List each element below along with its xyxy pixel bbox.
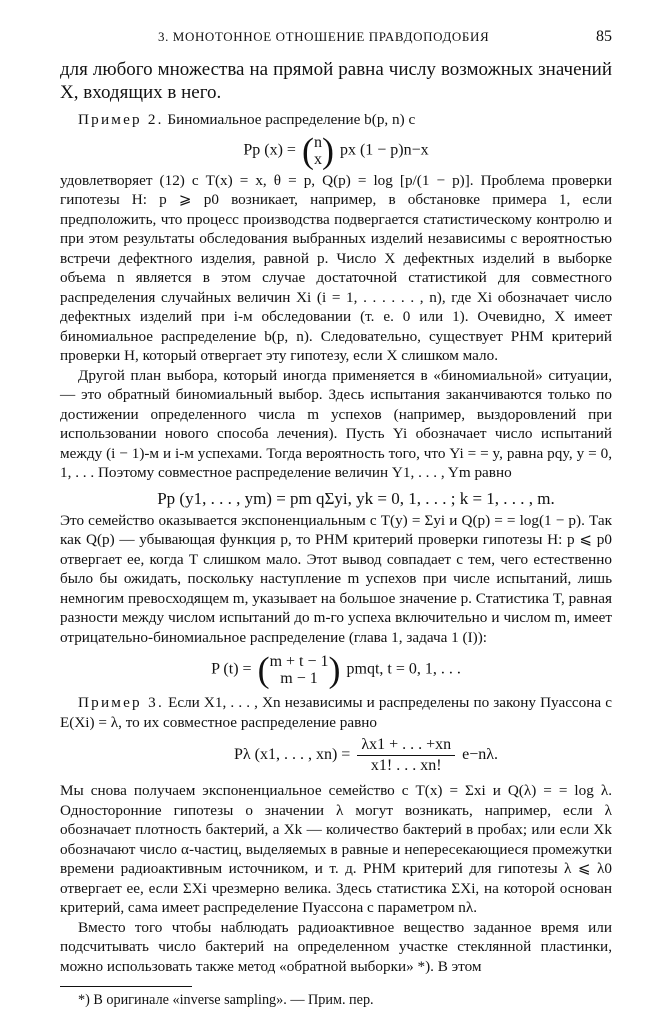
example-2-label: Пример 2. [78,111,164,128]
poisson-formula [60,736,612,775]
nb-binom-top: m + t − 1 [269,653,329,670]
chapter-title: 3. МОНОТОННОЕ ОТНОШЕНИЕ ПРАВДОПОДОБИЯ [158,29,490,44]
binomial-formula-lhs: Pp (x) = [243,141,296,159]
poisson-numerator: λx1 + . . . +xn [357,736,455,756]
binom-top: n [313,133,322,151]
binomial-formula [60,130,612,170]
example-3-paragraph-1: Мы снова получаем экспоненциальное семейство с T(x) = Σxi и Q(λ) = = log λ. Односторонние гипотезы о значении λ могут возникать, например, если λ обозначает плотность бактерий, а Xk — количество бактерий в пробах; или если Xk обозначают число α-частиц, выделяемых в равные и непересекающиеся промежутки времени радиоактивным источником, и т. д. РНМ критерий для гипотезы λ ⩽ λ0 отвергает ее, если ΣXi чрезмерно велика. Здесь статистика ΣXi, на которой основан критерий, сама имеет распределение Пуассона с параметром nλ. [60,782,612,916]
negative-binomial-coefficient: (m + t − 1 m − 1 ) [257,649,341,690]
poisson-rhs: e−nλ. [462,746,499,764]
example-3-label: Пример 3. [78,694,164,711]
negative-binomial-rhs: pmqt, t = 0, 1, . . . [346,660,461,678]
inverse-binomial-formula: Pp (y1, . . . , ym) = pm qΣyi, yk = 0, 1, . . . ; k = 1, . . . , m. [157,488,555,508]
negative-binomial-lhs: P (t) = [211,660,252,678]
example-3-lead-text: Если X1, . . . , Xn независимы и распределены по закону Пуассона с E(Xi) = λ, то их совместное распределение равно [60,694,613,731]
page [60,28,612,1009]
footnote: *) В оригинале «inverse sampling». — Прим. пер. [78,992,374,1008]
example-2-lead-text: Биномиальное распределение b(p, n) с [167,111,416,128]
nb-binom-bottom: m − 1 [280,670,318,687]
footnote-rule [60,986,192,987]
example-2-paragraph-2: Другой план выбора, который иногда применяется в «биномиальной» ситуации, — это обратный биномиальный выбор. Здесь испытания заканчиваются только по достижении определенного числа m успехов (например, выздоровлений при использовании нового способа лечения). Пусть Yi обозначает число испытаний между (i − 1)-м и i-м успехами. Тогда вероятность того, что Yi = = y, равна pqy, y = 0, 1, . . . Поэтому совместное распределение величин Y1, . . . , Ym равно [60,366,612,481]
running-header [60,28,612,58]
poisson-denominator: x1! . . . xn! [370,757,442,774]
poisson-lhs: Pλ (x1, . . . , xn) = [233,746,351,764]
binomial-coefficient: (n x) [301,130,334,170]
example-2-paragraph-1: удовлетворяет (12) с T(x) = x, θ = p, Q(p) = log [p/(1 − p)]. Проблема проверки гипотезы H: p ⩾ p0 возникает, например, в обстановке примера 1, если предположить, что процесс производства подвергается статистическому контролю и при этом результаты обследования выбранных изделий независимы с вероятностью встречи дефектного изделия, равной p. Число X дефектных изделий в выборке объема n является в этом случае достаточной статистикой для совместного распределения случайных величин Xi (i = 1, . . . . . . , n), где Xi обозначает число дефектных изделий при i-м обследовании (т. е. 0 или 1). Очевидно, X имеет биномиальное распределение b(p, n). Следовательно, существует РНМ критерий проверки H, который отвергает эту гипотезу, если X слишком мало. [60,171,612,364]
example-3-lead [60,693,612,732]
negative-binomial-formula [60,649,612,690]
example-2-paragraph-3: Это семейство оказывается экспоненциальным с T(y) = Σyi и Q(p) = = log(1 − p). Так как Q(p) — убывающая функция p, то РНМ критерий проверки гипотезы H: p ⩽ p0 отвергает ее, когда T слишком мало. Этот вывод совпадает с тем, чего естественно было бы ожидать, поскольку наступление m успехов при числе испытаний, лишь немногим превосходящем m, указывает на большое значение p. Статистика T, равная разности между числом испытаний до m-го успеха включительно и числом m, имеет отрицательно-биномиальное распределение (глава 1, задача 1 (I)): [60,511,612,646]
intro-text: для любого множества на прямой равна числу возможных значений X, входящих в него. [60,59,612,103]
page-number: 85 [596,28,612,45]
poisson-fraction [357,736,455,775]
binomial-formula-rhs: px (1 − p)n−x [339,141,429,159]
example-2-lead [60,110,612,130]
binom-bottom: x [313,150,322,168]
example-3-paragraph-2: Вместо того чтобы наблюдать радиоактивное вещество заданное время или подсчитывать число бактерий на определенном участке стеклянной пластинки, можно использовать также метод «обратной выборки» *). В этом [60,918,612,975]
